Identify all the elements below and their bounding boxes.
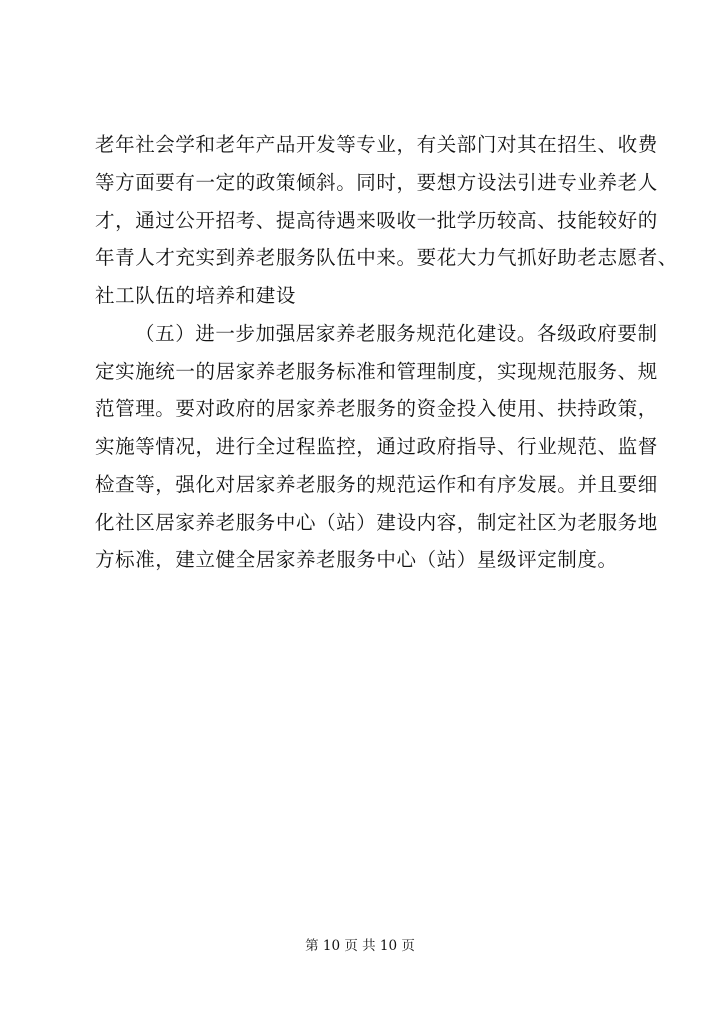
paragraph-line-7: 定实施统一的居家养老服务标准和管理制度，实现规范服务、规 bbox=[95, 360, 658, 383]
paragraph-line-12: 方标准，建立健全居家养老服务中心（站）星级评定制度。 bbox=[95, 548, 618, 571]
section-heading-line: （五）进一步加强居家养老服务规范化建设。各级政府要制 bbox=[135, 322, 658, 345]
paragraph-line-8: 范管理。要对政府的居家养老服务的资金投入使用、扶持政策， bbox=[95, 397, 658, 420]
paragraph-line-10: 检查等，强化对居家养老服务的规范运作和有序发展。并且要细 bbox=[95, 473, 658, 496]
paragraph-line-4: 年青人才充实到养老服务队伍中来。要花大力气抓好助老志愿者、 bbox=[95, 246, 678, 269]
paragraph-line-11: 化社区居家养老服务中心（站）建设内容，制定社区为老服务地 bbox=[95, 511, 658, 534]
paragraph-line-3: 才，通过公开招考、提高待遇来吸收一批学历较高、技能较好的 bbox=[95, 209, 658, 232]
paragraph-line-1: 老年社会学和老年产品开发等专业，有关部门对其在招生、收费 bbox=[95, 133, 658, 156]
paragraph-line-2: 等方面要有一定的政策倾斜。同时，要想方设法引进专业养老人 bbox=[95, 171, 658, 194]
paragraph-line-9: 实施等情况，进行全过程监控，通过政府指导、行业规范、监督 bbox=[95, 435, 658, 458]
paragraph-line-5: 社工队伍的培养和建设 bbox=[95, 284, 297, 307]
page-footer: 第 10 页 共 10 页 bbox=[305, 938, 415, 954]
